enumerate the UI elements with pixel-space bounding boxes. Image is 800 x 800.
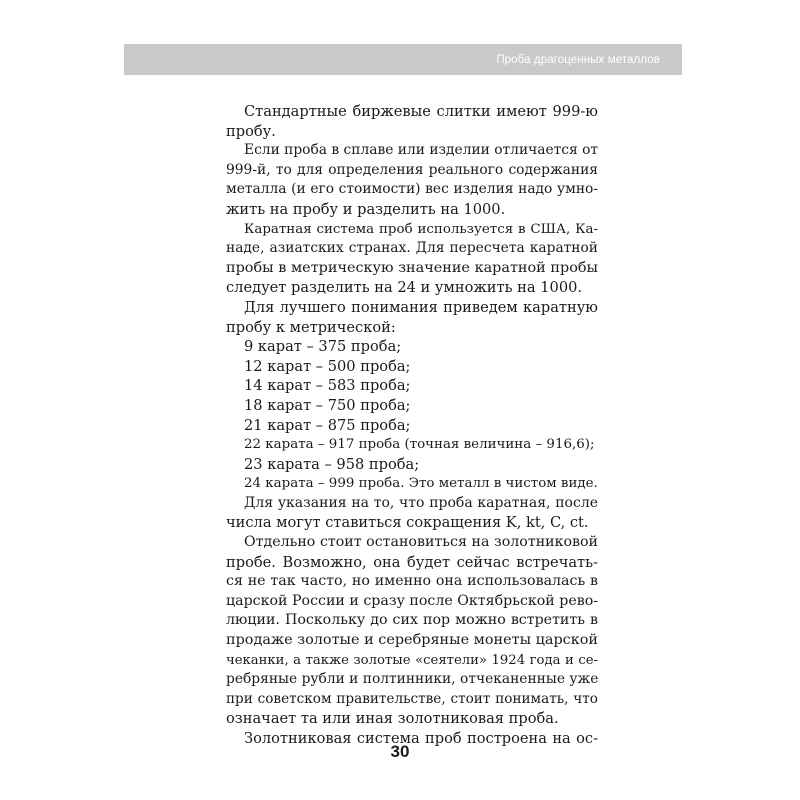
page-body [226, 102, 598, 749]
text-line: 999-й, то для определения реального содержания [226, 161, 598, 178]
text-line: пробе. Возможно, она будет сейчас встречать- [226, 553, 598, 571]
text-line: жить на пробу и разделить на 1000. [226, 200, 506, 218]
text-line: ребряные рубли и полтинники, отчеканенные уже [226, 671, 599, 688]
text-line: следует разделить на 24 и умножить на 1000. [226, 279, 583, 297]
text-line: металла (и его стоимости) вес изделия надо умно- [226, 181, 598, 198]
list-item: 24 карата – 999 проба. Это металл в чистом виде. [244, 476, 598, 492]
text-line: Для указания на то, что проба каратная, после [244, 494, 598, 511]
text-line: числа могут ставиться сокращения K, kt, C, ct. [226, 514, 589, 532]
list-item: 14 карат – 583 проба; [244, 377, 411, 395]
text-line: Золотниковая система проб построена на ос- [244, 730, 598, 747]
text-line: царской России и сразу после Октябрьской рево- [226, 592, 599, 609]
list-item: 22 карата – 917 проба (точная величина – 916,6); [244, 437, 595, 453]
text-line: Для лучшего понимания приведем каратную [244, 298, 598, 316]
list-item: 12 карат – 500 проба; [244, 357, 411, 375]
running-header-title: Проба драгоценных металлов [496, 53, 660, 66]
list-item: 23 карата – 958 проба; [244, 455, 420, 473]
text-line: пробу. [226, 122, 276, 140]
text-line: пробы в метрическую значение каратной пробы [226, 259, 598, 276]
page-number: 30 [390, 742, 410, 761]
text-line: наде, азиатских странах. Для пересчета каратной [226, 240, 598, 257]
list-item: 9 карат – 375 проба; [244, 338, 402, 356]
text-line: Стандартные биржевые слитки имеют 999-ю [244, 103, 598, 120]
text-line: люции. Поскольку до сих пор можно встретить в [226, 612, 598, 629]
text-line: Каратная система проб используется в США, Ка- [244, 221, 598, 237]
text-line: продаже золотые и серебряные монеты царской [226, 632, 598, 649]
text-line: означает та или иная золотниковая проба. [226, 710, 559, 728]
text-line: Если проба в сплаве или изделии отличается от [244, 142, 599, 159]
text-line: ся не так часто, но именно она использовалась в [226, 573, 598, 590]
text-line: Отдельно стоит остановиться на золотниковой [244, 534, 598, 551]
text-line: чеканки, а также золотые «сеятели» 1924 года и се- [226, 652, 598, 668]
text-line: пробу к метрической: [226, 318, 396, 336]
running-header [124, 44, 682, 75]
list-item: 21 карат – 875 проба; [244, 416, 411, 434]
text-line: при советском правительстве, стоит понимать, что [226, 690, 598, 707]
list-item: 18 карат – 750 проба; [244, 396, 411, 414]
